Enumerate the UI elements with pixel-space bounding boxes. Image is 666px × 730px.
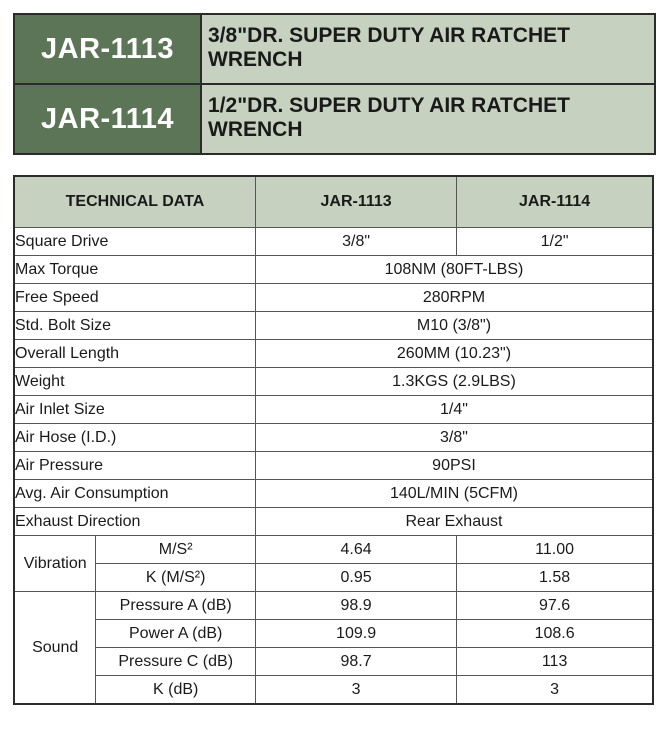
row-value: 97.6 [457, 592, 653, 620]
row-value: 3/8" [255, 228, 456, 256]
table-row [14, 228, 653, 256]
product-title-line: WRENCH [208, 48, 303, 71]
table-row [14, 452, 653, 480]
row-label: Square Drive [14, 228, 255, 256]
row-label: Power A (dB) [96, 620, 256, 648]
row-label: K (dB) [96, 676, 256, 705]
table-header-row [14, 176, 653, 228]
technical-data-table [13, 175, 654, 705]
row-value: 280RPM [255, 284, 653, 312]
table-row [14, 564, 653, 592]
row-value: 11.00 [457, 536, 653, 564]
table-row [14, 340, 653, 368]
row-value: 1.3KGS (2.9LBS) [255, 368, 653, 396]
row-value: 108.6 [457, 620, 653, 648]
table-row [14, 620, 653, 648]
product-title [202, 85, 654, 153]
product-title-line: WRENCH [208, 118, 303, 141]
product-row-1 [15, 15, 654, 83]
table-row [14, 368, 653, 396]
row-label: Exhaust Direction [14, 508, 255, 536]
column-header: JAR-1114 [457, 176, 653, 228]
row-label: Free Speed [14, 284, 255, 312]
product-header [13, 13, 656, 155]
table-row [14, 648, 653, 676]
row-value: Rear Exhaust [255, 508, 653, 536]
group-label-vibration: Vibration [14, 536, 96, 592]
column-header: TECHNICAL DATA [14, 176, 255, 228]
row-value: 98.9 [255, 592, 456, 620]
row-label: Air Inlet Size [14, 396, 255, 424]
row-value: M10 (3/8") [255, 312, 653, 340]
row-value: 4.64 [255, 536, 456, 564]
table-row [14, 480, 653, 508]
table-row [14, 676, 653, 705]
table-row [14, 424, 653, 452]
row-label: Pressure C (dB) [96, 648, 256, 676]
row-label: Air Pressure [14, 452, 255, 480]
model-code: JAR-1114 [15, 85, 200, 153]
row-value: 3/8" [255, 424, 653, 452]
row-label: M/S² [96, 536, 256, 564]
table-row [14, 508, 653, 536]
model-code: JAR-1113 [15, 15, 200, 83]
row-label: Weight [14, 368, 255, 396]
row-value: 98.7 [255, 648, 456, 676]
row-value: 1.58 [457, 564, 653, 592]
row-label: Avg. Air Consumption [14, 480, 255, 508]
row-value: 1/4" [255, 396, 653, 424]
row-value: 113 [457, 648, 653, 676]
product-title-line: 3/8"DR. SUPER DUTY AIR RATCHET [208, 24, 570, 47]
row-value: 3 [255, 676, 456, 705]
group-label-sound: Sound [14, 592, 96, 705]
product-title [202, 15, 654, 83]
row-value: 90PSI [255, 452, 653, 480]
table-row [14, 284, 653, 312]
table-row [14, 536, 653, 564]
row-value: 1/2" [457, 228, 653, 256]
row-value: 109.9 [255, 620, 456, 648]
row-value: 140L/MIN (5CFM) [255, 480, 653, 508]
row-label: Std. Bolt Size [14, 312, 255, 340]
product-row-2 [15, 85, 654, 153]
row-value: 3 [457, 676, 653, 705]
table-row [14, 312, 653, 340]
row-label: Max Torque [14, 256, 255, 284]
table-row [14, 256, 653, 284]
row-label: Air Hose (I.D.) [14, 424, 255, 452]
row-value: 0.95 [255, 564, 456, 592]
row-value: 108NM (80FT-LBS) [255, 256, 653, 284]
row-label: Overall Length [14, 340, 255, 368]
product-title-line: 1/2"DR. SUPER DUTY AIR RATCHET [208, 94, 570, 117]
column-header: JAR-1113 [255, 176, 456, 228]
table-row [14, 396, 653, 424]
table-row [14, 592, 653, 620]
row-value: 260MM (10.23") [255, 340, 653, 368]
row-label: K (M/S²) [96, 564, 256, 592]
row-label: Pressure A (dB) [96, 592, 256, 620]
